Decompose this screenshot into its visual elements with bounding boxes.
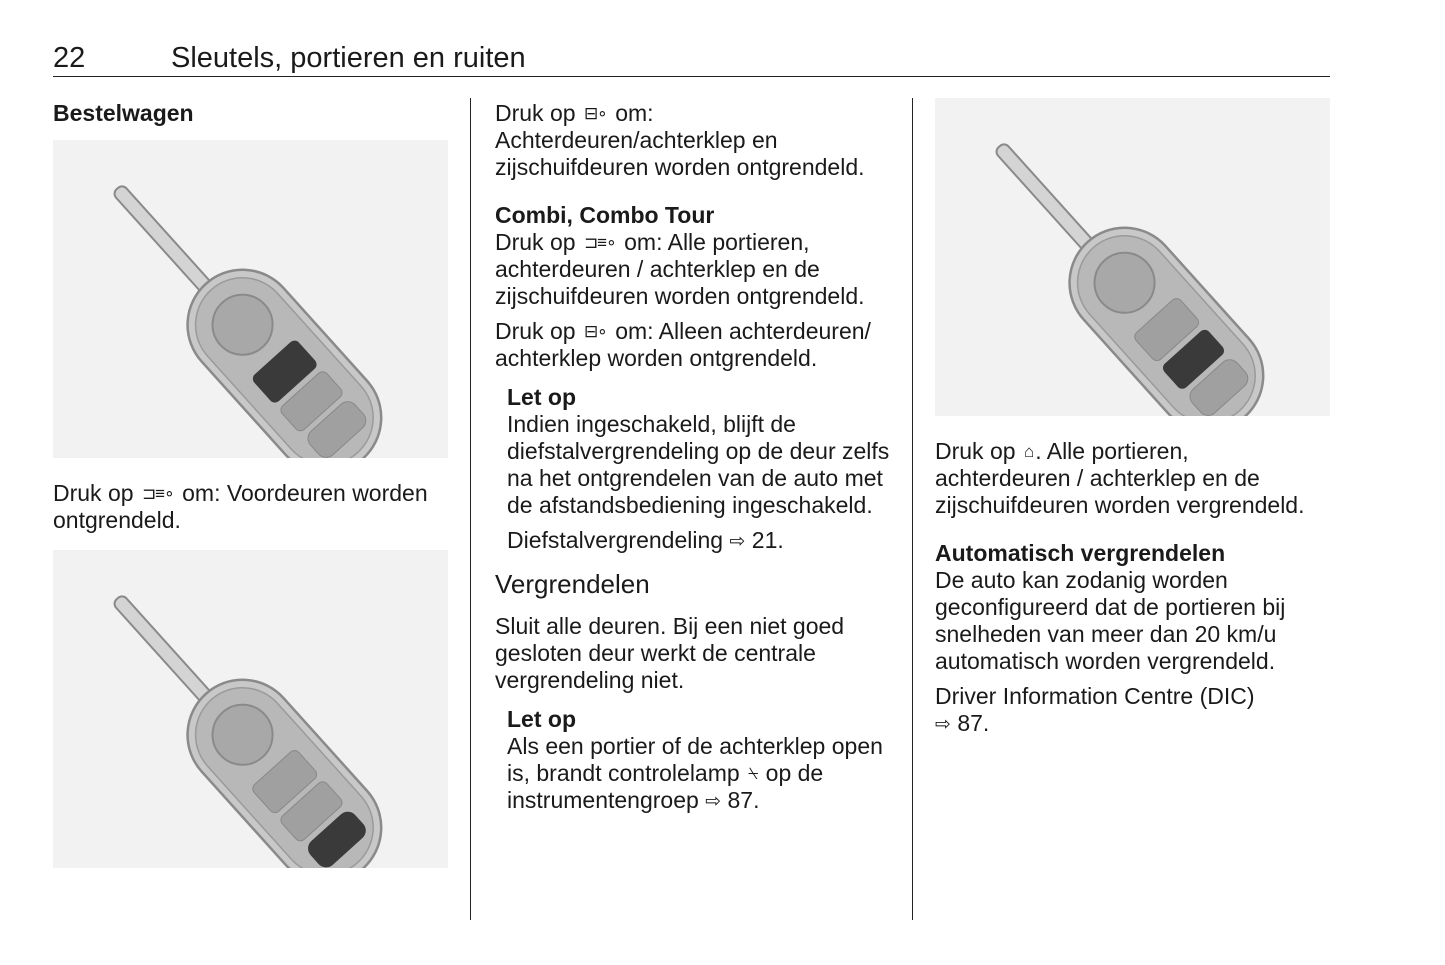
dic-reference bbox=[935, 710, 1330, 738]
note-title: Let op bbox=[507, 384, 576, 410]
fig1-caption: Druk op ⊐≡∘ om: Voordeuren worden ontgrendeld. bbox=[53, 480, 428, 533]
note-box-2 bbox=[495, 706, 890, 815]
page-reference-arrow-icon: ⇨ bbox=[935, 714, 951, 735]
page-reference-link[interactable]: 87. bbox=[957, 710, 990, 736]
figure-key-fob-top-button bbox=[53, 140, 448, 458]
rear-doors-unlock-icon: ⊟∘ bbox=[583, 322, 607, 341]
column-2 bbox=[495, 100, 890, 815]
key-blade bbox=[112, 184, 216, 297]
column-3 bbox=[935, 438, 1330, 738]
page-reference-link[interactable]: 87. bbox=[727, 787, 760, 813]
lock-icon: ⌂ bbox=[1023, 442, 1034, 461]
paragraph-auto-lock: De auto kan zodanig worden geconfigureerd dat de portieren bij snelheden van meer dan 20 km/u automatisch worden vergrendeld. bbox=[935, 567, 1286, 674]
door-open-warning-icon: ⍀ bbox=[748, 764, 758, 783]
note-body: Als een portier of de achterklep open is, brandt controlelamp ⍀ op de instrumentengroep ⇨ 87. bbox=[507, 733, 883, 813]
key-blade bbox=[112, 594, 216, 707]
page-header bbox=[53, 40, 1330, 77]
figure-key-fob-lock-button bbox=[935, 98, 1330, 416]
rear-doors-unlock-icon: ⊟∘ bbox=[583, 104, 607, 123]
subheading-bestelwagen: Bestelwagen bbox=[53, 100, 194, 126]
paragraph-close-doors: Sluit alle deuren. Bij een niet goed gesloten deur werkt de centrale vergrendeling niet. bbox=[495, 613, 845, 693]
figure-key-fob-bottom-button bbox=[53, 550, 448, 868]
page-number: 22 bbox=[53, 42, 86, 74]
key-fob-illustration bbox=[53, 140, 448, 458]
key-fob-illustration bbox=[53, 550, 448, 868]
paragraph-dic: Driver Information Centre (DIC) bbox=[935, 683, 1255, 709]
note-title: Let op bbox=[507, 706, 576, 732]
column-divider bbox=[470, 98, 471, 920]
all-doors-unlock-icon: ⊐≡∘ bbox=[583, 233, 616, 252]
key-blade bbox=[994, 142, 1098, 255]
page-reference-arrow-icon: ⇨ bbox=[705, 791, 722, 812]
paragraph-rear-only-unlock: Druk op ⊟∘ om: Alleen achterdeuren/ achterklep worden ontgrendeld. bbox=[495, 318, 871, 371]
fig3-caption: Druk op ⌂. Alle portieren, achterdeuren / achterklep en de zijschuifdeuren worden vergrendeld. bbox=[935, 438, 1305, 518]
note-body: Indien ingeschakeld, blijft de diefstalvergrendeling op de deur zelfs na het ontgrendelen van de auto met de afstandsbediening ingeschakeld. bbox=[507, 411, 890, 518]
front-doors-unlock-icon: ⊐≡∘ bbox=[141, 484, 174, 503]
section-heading-vergrendelen: Vergrendelen bbox=[495, 569, 650, 599]
column-1 bbox=[53, 100, 448, 127]
page-reference-link[interactable]: 21. bbox=[751, 527, 784, 553]
paragraph-all-unlock: Druk op ⊐≡∘ om: Alle portieren, achterdeuren / achterklep en de zijschuifdeuren worden ontgrendeld. bbox=[495, 229, 865, 309]
page-reference-arrow-icon: ⇨ bbox=[729, 531, 746, 552]
key-fob-illustration bbox=[935, 98, 1330, 416]
section-title: Sleutels, portieren en ruiten bbox=[171, 42, 526, 74]
column-divider bbox=[912, 98, 913, 920]
note-box-1 bbox=[495, 384, 890, 555]
paragraph-rear-unlock: Druk op ⊟∘ om: Achterdeuren/achterklep en zijschuifdeuren worden ontgrendeld. bbox=[495, 100, 865, 180]
subheading-automatisch: Automatisch vergrendelen bbox=[935, 540, 1226, 566]
note-reference: Diefstalvergrendeling ⇨ 21. bbox=[507, 527, 784, 553]
subheading-combi: Combi, Combo Tour bbox=[495, 202, 715, 228]
